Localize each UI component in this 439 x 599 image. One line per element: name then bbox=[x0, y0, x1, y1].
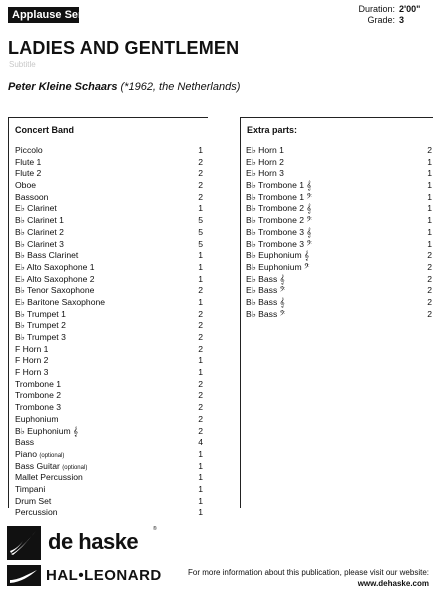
part-count: 2 bbox=[198, 168, 203, 179]
part-note: (optional) bbox=[62, 464, 88, 471]
part-count: 2 bbox=[427, 296, 432, 307]
part-name: Piccolo bbox=[15, 145, 43, 155]
part-name: B♭ Trombone 3 𝄢 bbox=[246, 238, 312, 249]
part-name: B♭ Clarinet 2 bbox=[15, 226, 64, 237]
concert-band-part bbox=[15, 402, 203, 414]
part-count: 2 bbox=[198, 390, 203, 401]
concert-band-part bbox=[15, 437, 203, 449]
part-count: 2 bbox=[427, 308, 432, 319]
de-haske-logo bbox=[7, 526, 157, 560]
concert-band-part bbox=[15, 367, 203, 379]
part-name: Euphonium bbox=[15, 413, 59, 424]
part-name: F Horn 2 bbox=[15, 355, 49, 366]
duration-label: Duration: bbox=[358, 4, 395, 14]
part-name: B♭ Clarinet 3 bbox=[15, 238, 64, 249]
part-name: E♭ Bass 𝄞 bbox=[246, 273, 285, 284]
composer-line bbox=[8, 81, 240, 93]
part-name: E♭ Alto Saxophone 2 bbox=[15, 273, 95, 284]
part-count: 2 bbox=[198, 332, 203, 342]
part-count: 1 bbox=[198, 273, 203, 284]
part-count: 1 bbox=[427, 191, 432, 202]
part-count: 2 bbox=[198, 156, 203, 167]
part-name: B♭ Trumpet 1 bbox=[15, 308, 66, 319]
part-count: 2 bbox=[198, 308, 203, 319]
concert-band-part bbox=[15, 496, 203, 508]
band-top-rule bbox=[8, 117, 208, 118]
part-name: B♭ Trombone 2 𝄢 bbox=[246, 215, 312, 226]
part-name: B♭ Trombone 1 𝄢 bbox=[246, 191, 312, 202]
extra-part bbox=[246, 157, 432, 169]
part-count: 1 bbox=[198, 483, 203, 494]
concert-band-part bbox=[15, 285, 203, 297]
footer-info: For more information about this publication, please visit our website: bbox=[187, 568, 429, 577]
extra-part bbox=[246, 192, 432, 204]
part-count: 1 bbox=[427, 156, 432, 167]
band-left-rule bbox=[8, 117, 9, 508]
grade-value: 3 bbox=[399, 15, 405, 25]
part-name: F Horn 3 bbox=[15, 367, 49, 378]
part-name: B♭ Bass Clarinet bbox=[15, 250, 79, 261]
concert-band-part bbox=[15, 461, 203, 473]
concert-band-part bbox=[15, 472, 203, 484]
part-count: 1 bbox=[198, 472, 203, 483]
part-count: 1 bbox=[198, 250, 203, 261]
extra-top-rule bbox=[240, 117, 433, 118]
part-name: B♭ Euphonium 𝄢 bbox=[246, 261, 310, 272]
part-count: 1 bbox=[198, 448, 203, 459]
concert-band-part bbox=[15, 168, 203, 180]
part-count: 2 bbox=[198, 191, 203, 202]
concert-band-part bbox=[15, 297, 203, 309]
part-name: E♭ Alto Saxophone 1 bbox=[15, 261, 95, 272]
part-name: B♭ Clarinet 1 bbox=[15, 215, 64, 226]
part-count: 1 bbox=[198, 507, 203, 518]
concert-band-part bbox=[15, 390, 203, 402]
composer-info: (*1962, the Netherlands) bbox=[120, 81, 241, 93]
part-count: 1 bbox=[198, 145, 203, 155]
extra-part bbox=[246, 285, 432, 297]
part-count: 1 bbox=[427, 203, 432, 214]
part-name: B♭ Trombone 1 𝄞 bbox=[246, 180, 312, 191]
part-name: Bass Guitar bbox=[15, 460, 60, 471]
grade-row bbox=[358, 15, 419, 26]
part-name: E♭ Baritone Saxophone bbox=[15, 296, 106, 307]
concert-band-part bbox=[15, 192, 203, 204]
concert-band-part bbox=[15, 309, 203, 321]
hal-leonard-logo-mark bbox=[7, 565, 41, 586]
concert-band-part bbox=[15, 157, 203, 169]
part-name: B♭ Tenor Saxophone bbox=[15, 285, 95, 296]
part-count: 1 bbox=[427, 226, 432, 237]
extra-part bbox=[246, 250, 432, 262]
part-count: 2 bbox=[198, 285, 203, 296]
part-name: Timpani bbox=[15, 483, 46, 494]
part-count: 1 bbox=[427, 215, 432, 226]
extra-part bbox=[246, 215, 432, 227]
part-note: (optional) bbox=[39, 452, 65, 459]
duration-row bbox=[358, 4, 419, 15]
part-name: Trombone 3 bbox=[15, 402, 62, 413]
hal-leonard-wave-icon bbox=[7, 565, 41, 586]
part-name: E♭ Horn 1 bbox=[246, 145, 284, 155]
hal-leonard-wordmark: HAL•LEONARD bbox=[46, 567, 162, 584]
part-count: 1 bbox=[427, 168, 432, 179]
concert-band-part bbox=[15, 180, 203, 192]
extra-parts-list bbox=[246, 145, 432, 320]
concert-band-part bbox=[15, 203, 203, 215]
conductor-swoosh-icon bbox=[7, 526, 41, 560]
part-count: 1 bbox=[427, 180, 432, 191]
concert-band-heading: Concert Band bbox=[15, 125, 75, 135]
part-count: 2 bbox=[198, 320, 203, 331]
part-name: B♭ Trombone 3 𝄞 bbox=[246, 226, 312, 237]
part-name: Flute 2 bbox=[15, 168, 42, 179]
de-haske-wordmark: de haske bbox=[48, 529, 139, 554]
concert-band-part bbox=[15, 262, 203, 274]
part-name: B♭ Euphonium 𝄞 bbox=[246, 250, 310, 261]
part-name: B♭ Bass 𝄞 bbox=[246, 296, 285, 307]
part-count: 5 bbox=[198, 226, 203, 237]
part-count: 1 bbox=[198, 296, 203, 307]
concert-band-part bbox=[15, 449, 203, 461]
duration-grade-info bbox=[358, 4, 419, 26]
part-name: Trombone 2 bbox=[15, 390, 62, 401]
part-name: B♭ Bass 𝄢 bbox=[246, 308, 286, 319]
part-name: Oboe bbox=[15, 180, 37, 191]
part-name: F Horn 1 bbox=[15, 343, 49, 354]
part-name: Piano bbox=[15, 448, 37, 459]
extra-left-rule bbox=[240, 117, 241, 508]
part-name: B♭ Trumpet 3 bbox=[15, 332, 66, 342]
de-haske-logo-mark bbox=[7, 526, 41, 560]
extra-part bbox=[246, 145, 432, 157]
extra-part bbox=[246, 203, 432, 215]
concert-band-part bbox=[15, 355, 203, 367]
extra-parts-heading: Extra parts: bbox=[247, 125, 298, 135]
website-link[interactable]: www.dehaske.com bbox=[357, 579, 429, 588]
part-count: 2 bbox=[198, 343, 203, 354]
concert-band-part bbox=[15, 239, 203, 251]
part-name: Flute 1 bbox=[15, 156, 42, 167]
hal-leonard-logo bbox=[7, 565, 162, 586]
part-name: Trombone 1 bbox=[15, 378, 62, 389]
part-count: 2 bbox=[198, 378, 203, 389]
concert-band-part bbox=[15, 379, 203, 391]
grade-label: Grade: bbox=[367, 15, 395, 25]
part-name: B♭ Trumpet 2 bbox=[15, 320, 66, 331]
part-count: 2 bbox=[198, 180, 203, 191]
part-name: E♭ Bass 𝄢 bbox=[246, 285, 286, 296]
concert-band-part bbox=[15, 414, 203, 426]
part-name: Percussion bbox=[15, 507, 58, 518]
part-count: 1 bbox=[198, 355, 203, 366]
extra-part bbox=[246, 180, 432, 192]
subtitle: Subtitle bbox=[9, 60, 36, 69]
concert-band-part bbox=[15, 507, 203, 519]
concert-band-part bbox=[15, 344, 203, 356]
registered-mark-icon: ® bbox=[153, 526, 157, 532]
part-count: 5 bbox=[198, 215, 203, 226]
part-name: Bassoon bbox=[15, 191, 49, 202]
part-count: 2 bbox=[198, 402, 203, 413]
part-count: 2 bbox=[198, 425, 203, 436]
part-count: 2 bbox=[427, 250, 432, 261]
part-count: 2 bbox=[198, 413, 203, 424]
extra-part bbox=[246, 309, 432, 321]
part-count: 2 bbox=[427, 273, 432, 284]
concert-band-part bbox=[15, 320, 203, 332]
series-badge: Applause Series bbox=[8, 7, 79, 23]
part-count: 1 bbox=[198, 261, 203, 272]
composer-name: Peter Kleine Schaars bbox=[8, 81, 118, 93]
extra-part bbox=[246, 274, 432, 286]
extra-part bbox=[246, 239, 432, 251]
page-title: LADIES AND GENTLEMEN bbox=[8, 38, 240, 58]
extra-part bbox=[246, 262, 432, 274]
part-name: Bass bbox=[15, 437, 35, 448]
part-count: 1 bbox=[198, 367, 203, 378]
duration-value: 2'00" bbox=[399, 4, 421, 14]
part-name: E♭ Clarinet bbox=[15, 203, 57, 214]
concert-band-part bbox=[15, 145, 203, 157]
part-count: 2 bbox=[427, 285, 432, 296]
part-name: B♭ Trombone 2 𝄞 bbox=[246, 203, 312, 214]
part-name: E♭ Horn 3 bbox=[246, 168, 284, 179]
part-count: 5 bbox=[198, 238, 203, 249]
footer bbox=[188, 567, 429, 589]
concert-band-part bbox=[15, 227, 203, 239]
part-name: Mallet Percussion bbox=[15, 472, 83, 483]
part-count: 1 bbox=[198, 495, 203, 506]
part-count: 1 bbox=[198, 203, 203, 214]
extra-part bbox=[246, 227, 432, 239]
concert-band-part bbox=[15, 484, 203, 496]
part-count: 1 bbox=[198, 460, 203, 471]
part-name: B♭ Euphonium 𝄞 bbox=[15, 425, 79, 436]
concert-band-part bbox=[15, 215, 203, 227]
part-count: 1 bbox=[427, 238, 432, 249]
concert-band-parts-list bbox=[15, 145, 203, 519]
concert-band-part bbox=[15, 274, 203, 286]
part-count: 2 bbox=[427, 261, 432, 272]
part-name: E♭ Horn 2 bbox=[246, 156, 284, 167]
concert-band-part bbox=[15, 332, 203, 344]
extra-part bbox=[246, 168, 432, 180]
part-count: 4 bbox=[198, 437, 203, 448]
part-name: Drum Set bbox=[15, 495, 52, 506]
part-count: 2 bbox=[427, 145, 432, 155]
concert-band-part bbox=[15, 426, 203, 438]
concert-band-part bbox=[15, 250, 203, 262]
extra-part bbox=[246, 297, 432, 309]
